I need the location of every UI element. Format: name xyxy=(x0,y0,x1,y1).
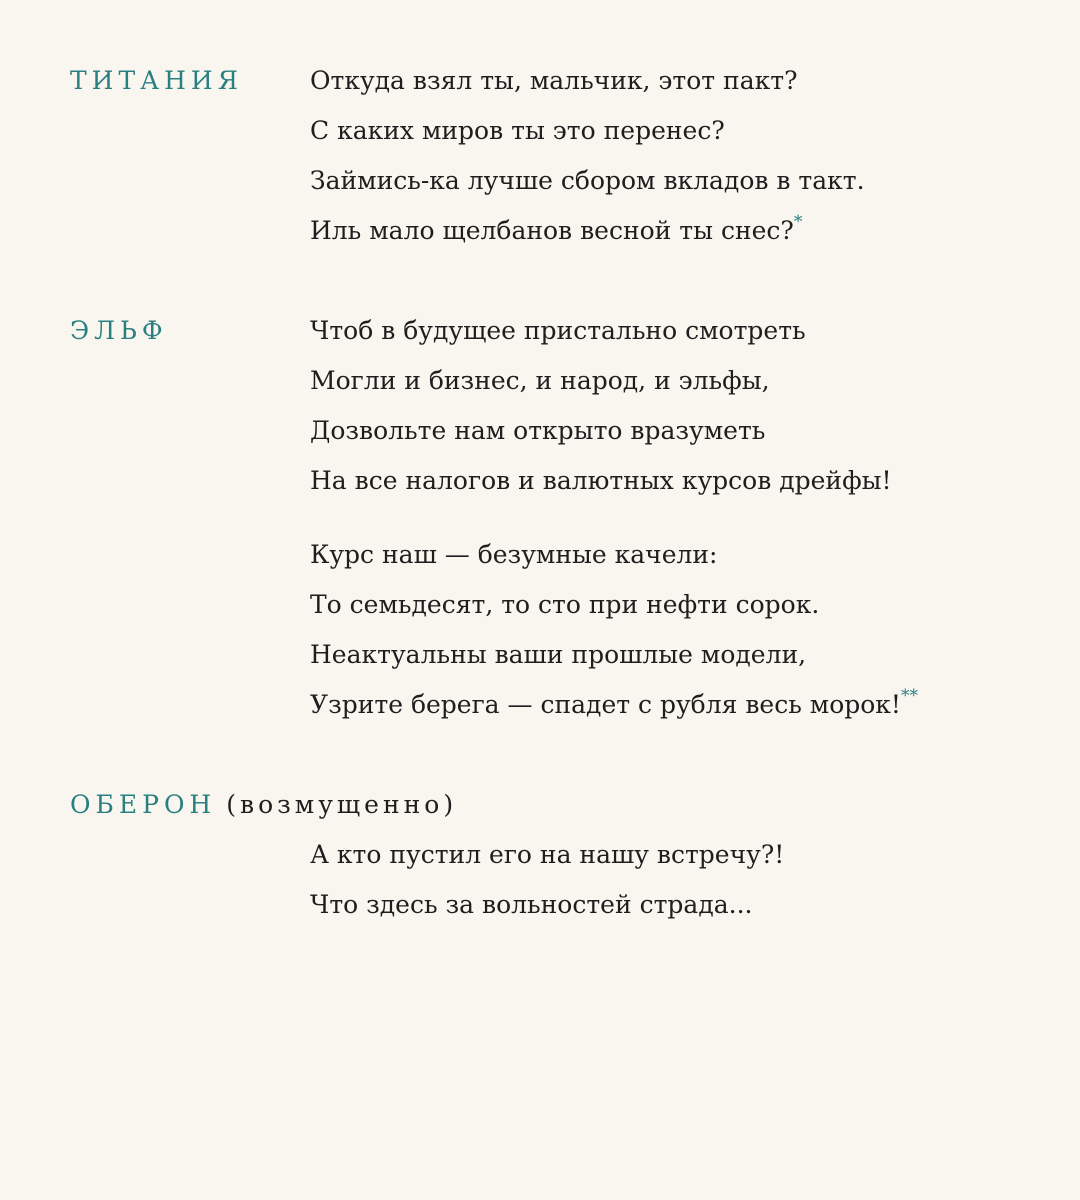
stage-direction: (возмущенно) xyxy=(226,790,458,819)
verse-line: С каких миров ты это перенес? xyxy=(310,116,725,145)
oberon-verse xyxy=(310,830,784,930)
verse-line: То семьдесят, то сто при нефти сорок. xyxy=(310,590,820,619)
verse-line: А кто пустил его на нашу встречу?! xyxy=(310,840,785,869)
verse-line: На все налогов и валютных курсов дрейфы! xyxy=(310,466,892,495)
elf-verse xyxy=(310,306,918,730)
verse-line: Узрите берега — спадет с рубля весь морок!** xyxy=(310,686,918,719)
verse-line: Иль мало щелбанов весной ты снес?* xyxy=(310,212,803,245)
verse-line: Чтоб в будущее пристально смотреть xyxy=(310,316,806,345)
stanza-gap xyxy=(310,506,918,530)
footnote-marker[interactable]: * xyxy=(793,212,803,232)
verse-line: Курс наш — безумные качели: xyxy=(310,540,718,569)
speaker-oberon xyxy=(70,790,457,820)
verse-line: Дозвольте нам открыто вразуметь xyxy=(310,416,766,445)
verse-line: Могли и бизнес, и народ, и эльфы, xyxy=(310,366,770,395)
titania-verse xyxy=(310,56,865,256)
verse-line: Откуда взял ты, мальчик, этот пакт? xyxy=(310,66,798,95)
verse-line: Неактуальны ваши прошлые модели, xyxy=(310,640,807,669)
footnote-marker[interactable]: ** xyxy=(900,686,918,706)
speaker-titania: ТИТАНИЯ xyxy=(70,66,243,95)
verse-line: Что здесь за вольностей страда... xyxy=(310,890,753,919)
speaker-elf: ЭЛЬФ xyxy=(70,316,168,345)
speaker-oberon-name: ОБЕРОН xyxy=(70,790,217,819)
verse-line: Займись-ка лучше сбором вкладов в такт. xyxy=(310,166,865,195)
